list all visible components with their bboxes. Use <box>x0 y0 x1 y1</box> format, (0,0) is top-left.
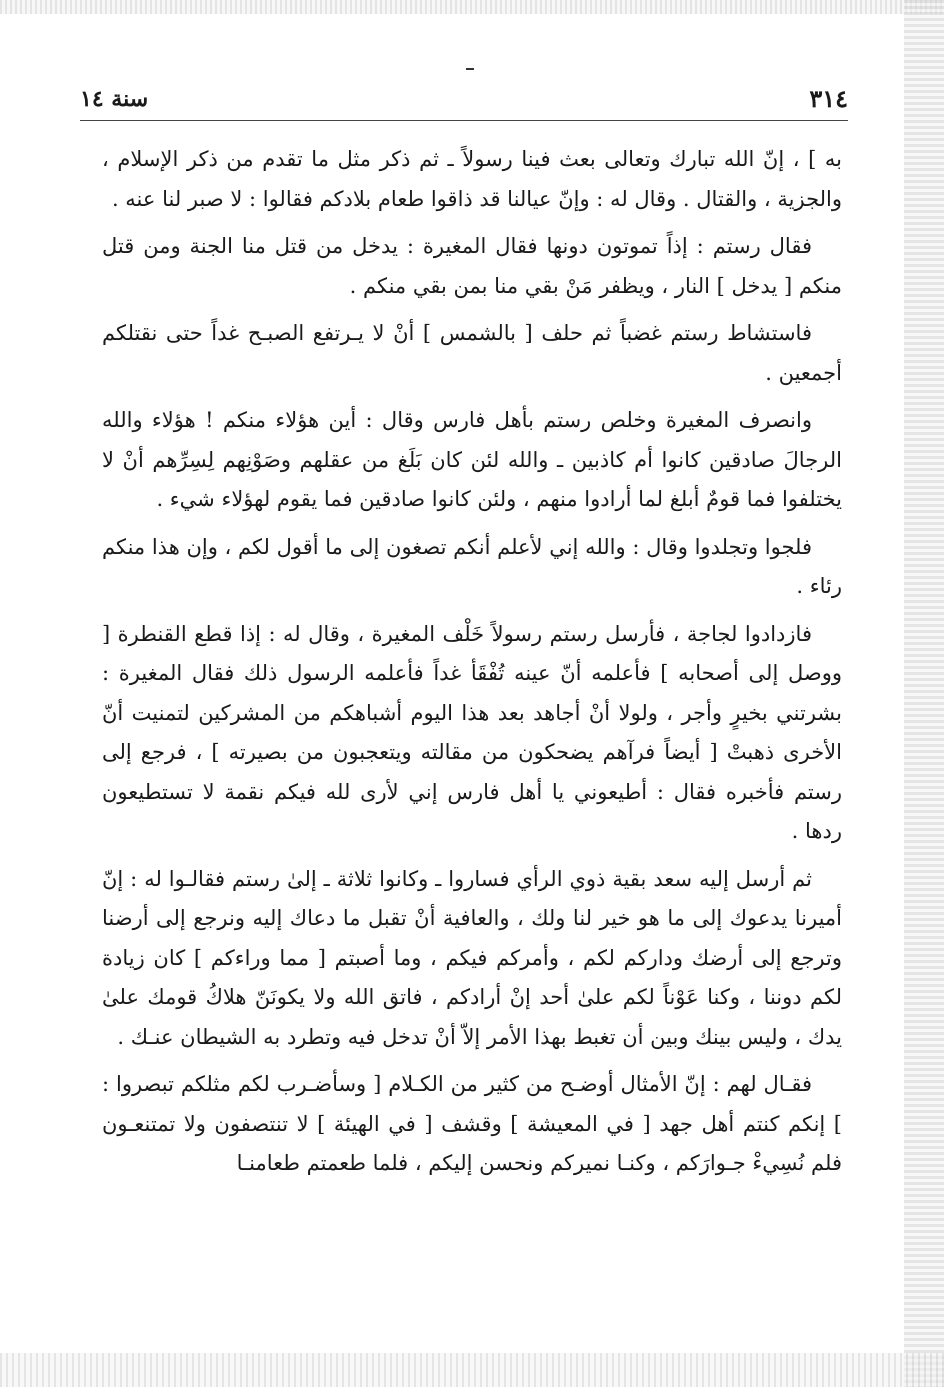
page-header <box>80 84 848 116</box>
body-text <box>102 140 842 1192</box>
paragraph: فقـال لهم : إنّ الأمثال أوضـح من كثير من الكـلام [ وسأضـرب لكم مثلكم تبصروا : ] إنكم كنتم أهل جهد [ في المعيشة ] وقشف [ في الهيئة ] لا تنتصفون ولا تمتنعـون فلم نُسِيءْ جـوارَكم ، وكنـا نميركم ونحسن إليكم ، فلما طعمتم طعامنـا <box>102 1072 842 1175</box>
top-mark <box>466 68 474 70</box>
scan-border-bottom <box>0 1353 944 1387</box>
paragraph: فقال رستم : إذاً تموتون دونها فقال المغيرة : يدخل من قتل منا الجنة ومن قتل منكم [ يدخل ] النار ، ويظفر مَنْ بقي منا بمن بقي منكم . <box>102 234 842 298</box>
scan-border-right <box>904 0 944 1387</box>
page-number: ٣١٤ <box>809 84 848 113</box>
running-title: سنة ١٤ <box>80 86 149 112</box>
paragraph: فلجوا وتجلدوا وقال : والله إني لأعلم أنكم تصغون إلى ما أقول لكم ، وإن هذا منكم رئاء . <box>102 534 842 598</box>
paragraph: وانصرف المغيرة وخلص رستم بأهل فارس وقال : أين هؤلاء منكم ! هؤلاء والله الرجالَ صادقين كانوا أم كاذبين ـ والله لئن كان بَلَغ من عقلهم وصَوْنِهم لِسِرِّهم أنْ لا يختلفوا فما قومٌ أبلغ لما أرادوا منهم ، ولئن كانوا صادقين فما يقوم لهؤلاء شيء . <box>102 408 842 511</box>
paragraph: فاستشاط رستم غضباً ثم حلف [ بالشمس ] أنْ لا يـرتفع الصبـح غداً حتى نقتلكم أجمعين . <box>102 321 842 385</box>
scan-border-top <box>0 0 944 14</box>
header-rule <box>80 120 848 121</box>
paragraph: فازدادوا لجاجة ، فأرسل رستم رسولاً خَلْف المغيرة ، وقال له : إذا قطع القنطرة [ ووصل إلى أصحابه ] فأعلمه أنّ عينه تُفْقَأ غداً فأعلمه الرسول ذلك فقال المغيرة : بشرتني بخيرٍ وأجر ، ولولا أنْ أجاهد بعد هذا اليوم أشباهكم من المشركين لتمنيت أنّ الأخرى ذهبتْ [ أيضاً فرآهم يضحكون من مقالته ويتعجبون من بصيرته ] ، فرجع إلى رستم فأخبره فقال : أطيعوني يا أهل فارس إني لأرى لله فيكم نقمة لا تستطيعون ردها . <box>102 621 842 843</box>
paragraph: ثم أرسل إليه سعد بقية ذوي الرأي فساروا ـ وكانوا ثلاثة ـ إلىٰ رستم فقالـوا له : إنّ أميرنا يدعوك إلى ما هو خير لنا ولك ، والعافية أنْ تقبل ما دعاك إليه ونرجع إلى أرضنا وترجع إلى أرضك وداركم لكم ، وأمركم فيكم ، وما أصبتم [ مما وراءكم ] كان زيادة لكم دوننا ، وكنا عَوْناً لكم علىٰ أحد إنْ أرادكم ، فاتق الله ولا يكونَنّ هلاكُ قومك علىٰ يدك ، وليس بينك وبين أن تغبط بهذا الأمر إلاّ أنْ تدخل فيه وتطرد به الشيطان عنـك . <box>102 866 842 1049</box>
paragraph: به ] ، إنّ الله تبارك وتعالى بعث فينا رسولاً ـ ثم ذكر مثل ما تقدم من ذكر الإسلام ، والجزية ، والقتال . وقال له : وإنّ عيالنا قد ذاقوا طعام بلادكم فقالوا : لا صبر لنا عنه . <box>102 147 842 211</box>
